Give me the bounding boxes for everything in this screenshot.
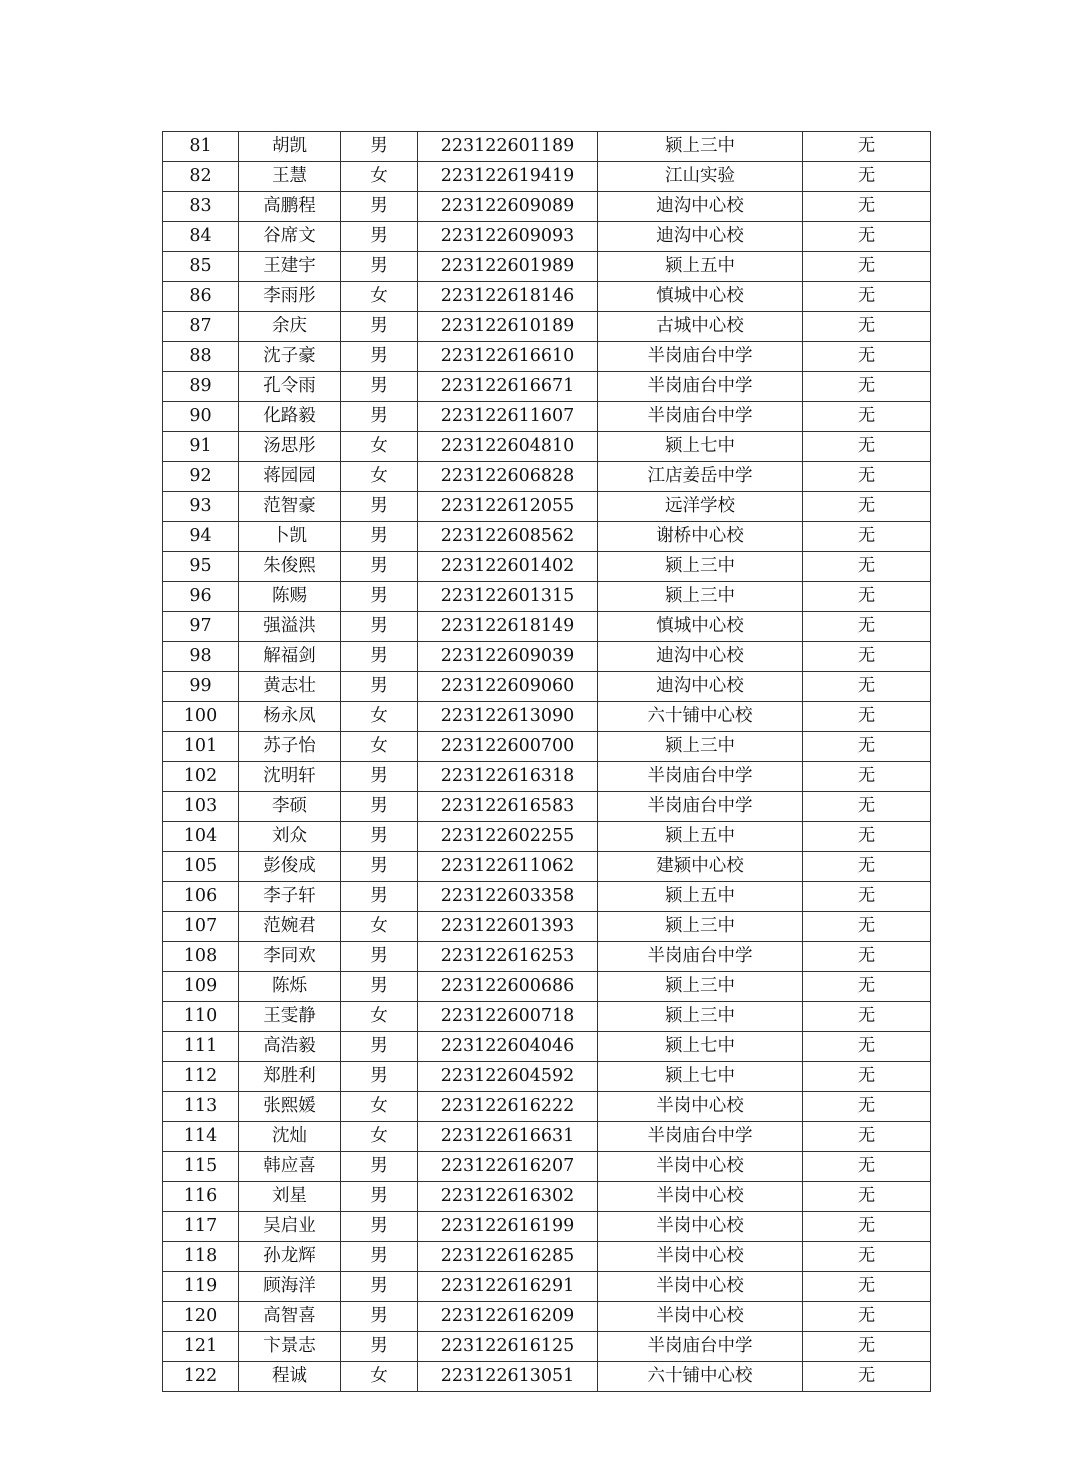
row-number-cell: 119 [163, 1272, 239, 1302]
student-name-cell: 孔令雨 [239, 372, 341, 402]
exam-id-cell: 223122600718 [418, 1002, 598, 1032]
student-name-cell: 孙龙辉 [239, 1242, 341, 1272]
school-cell: 半岗庙台中学 [598, 342, 803, 372]
exam-id-cell: 223122611607 [418, 402, 598, 432]
row-number-cell: 112 [163, 1062, 239, 1092]
exam-id-cell: 223122601989 [418, 252, 598, 282]
row-number-cell: 102 [163, 762, 239, 792]
table-row [163, 432, 931, 462]
row-number-cell: 113 [163, 1092, 239, 1122]
exam-id-cell: 223122616199 [418, 1212, 598, 1242]
row-number-cell: 92 [163, 462, 239, 492]
school-cell: 慎城中心校 [598, 612, 803, 642]
student-name-cell: 化路毅 [239, 402, 341, 432]
student-name-cell: 汤思彤 [239, 432, 341, 462]
table-row [163, 372, 931, 402]
exam-id-cell: 223122604046 [418, 1032, 598, 1062]
row-number-cell: 121 [163, 1332, 239, 1362]
student-name-cell: 李子轩 [239, 882, 341, 912]
row-number-cell: 81 [163, 132, 239, 162]
school-cell: 颍上三中 [598, 732, 803, 762]
note-cell: 无 [803, 1182, 931, 1212]
gender-cell: 男 [341, 1032, 418, 1062]
note-cell: 无 [803, 462, 931, 492]
exam-id-cell: 223122616253 [418, 942, 598, 972]
row-number-cell: 111 [163, 1032, 239, 1062]
gender-cell: 男 [341, 882, 418, 912]
student-name-cell: 范婉君 [239, 912, 341, 942]
table-row [163, 402, 931, 432]
note-cell: 无 [803, 1242, 931, 1272]
gender-cell: 男 [341, 372, 418, 402]
gender-cell: 女 [341, 1362, 418, 1392]
gender-cell: 女 [341, 1092, 418, 1122]
exam-id-cell: 223122601393 [418, 912, 598, 942]
exam-id-cell: 223122601189 [418, 132, 598, 162]
school-cell: 江山实验 [598, 162, 803, 192]
row-number-cell: 83 [163, 192, 239, 222]
student-name-cell: 张熙媛 [239, 1092, 341, 1122]
note-cell: 无 [803, 1272, 931, 1302]
exam-id-cell: 223122609093 [418, 222, 598, 252]
row-number-cell: 100 [163, 702, 239, 732]
note-cell: 无 [803, 222, 931, 252]
school-cell: 迪沟中心校 [598, 192, 803, 222]
school-cell: 半岗中心校 [598, 1152, 803, 1182]
gender-cell: 男 [341, 252, 418, 282]
note-cell: 无 [803, 1062, 931, 1092]
student-name-cell: 郑胜利 [239, 1062, 341, 1092]
exam-id-cell: 223122609060 [418, 672, 598, 702]
student-name-cell: 沈灿 [239, 1122, 341, 1152]
gender-cell: 女 [341, 702, 418, 732]
gender-cell: 女 [341, 432, 418, 462]
student-name-cell: 解福剑 [239, 642, 341, 672]
exam-id-cell: 223122616207 [418, 1152, 598, 1182]
student-name-cell: 蒋园园 [239, 462, 341, 492]
exam-id-cell: 223122616222 [418, 1092, 598, 1122]
student-name-cell: 卜凯 [239, 522, 341, 552]
table-row [163, 162, 931, 192]
row-number-cell: 90 [163, 402, 239, 432]
table-row [163, 1182, 931, 1212]
exam-id-cell: 223122609089 [418, 192, 598, 222]
school-cell: 迪沟中心校 [598, 672, 803, 702]
note-cell: 无 [803, 252, 931, 282]
table-row [163, 552, 931, 582]
exam-id-cell: 223122616583 [418, 792, 598, 822]
row-number-cell: 87 [163, 312, 239, 342]
school-cell: 谢桥中心校 [598, 522, 803, 552]
note-cell: 无 [803, 522, 931, 552]
school-cell: 半岗中心校 [598, 1242, 803, 1272]
student-name-cell: 沈明轩 [239, 762, 341, 792]
row-number-cell: 91 [163, 432, 239, 462]
gender-cell: 男 [341, 192, 418, 222]
student-name-cell: 苏子怡 [239, 732, 341, 762]
exam-id-cell: 223122616291 [418, 1272, 598, 1302]
student-name-cell: 彭俊成 [239, 852, 341, 882]
gender-cell: 女 [341, 462, 418, 492]
school-cell: 半岗中心校 [598, 1182, 803, 1212]
row-number-cell: 96 [163, 582, 239, 612]
gender-cell: 男 [341, 582, 418, 612]
school-cell: 颍上三中 [598, 1002, 803, 1032]
note-cell: 无 [803, 1002, 931, 1032]
gender-cell: 女 [341, 1002, 418, 1032]
note-cell: 无 [803, 1152, 931, 1182]
school-cell: 半岗中心校 [598, 1302, 803, 1332]
row-number-cell: 122 [163, 1362, 239, 1392]
student-name-cell: 谷席文 [239, 222, 341, 252]
exam-id-cell: 223122616209 [418, 1302, 598, 1332]
gender-cell: 女 [341, 732, 418, 762]
gender-cell: 女 [341, 1122, 418, 1152]
student-name-cell: 李硕 [239, 792, 341, 822]
school-cell: 半岗庙台中学 [598, 942, 803, 972]
table-row [163, 132, 931, 162]
student-name-cell: 刘星 [239, 1182, 341, 1212]
student-name-cell: 吴启业 [239, 1212, 341, 1242]
exam-id-cell: 223122611062 [418, 852, 598, 882]
row-number-cell: 118 [163, 1242, 239, 1272]
note-cell: 无 [803, 792, 931, 822]
school-cell: 颍上三中 [598, 972, 803, 1002]
note-cell: 无 [803, 1122, 931, 1152]
row-number-cell: 120 [163, 1302, 239, 1332]
table-row [163, 282, 931, 312]
school-cell: 颍上五中 [598, 822, 803, 852]
student-name-cell: 韩应喜 [239, 1152, 341, 1182]
gender-cell: 男 [341, 642, 418, 672]
table-row [163, 312, 931, 342]
school-cell: 颍上七中 [598, 432, 803, 462]
gender-cell: 男 [341, 612, 418, 642]
student-name-cell: 陈赐 [239, 582, 341, 612]
school-cell: 古城中心校 [598, 312, 803, 342]
student-roster-table [162, 131, 931, 1392]
gender-cell: 男 [341, 1242, 418, 1272]
student-name-cell: 王建宇 [239, 252, 341, 282]
note-cell: 无 [803, 132, 931, 162]
table-row [163, 1002, 931, 1032]
exam-id-cell: 223122612055 [418, 492, 598, 522]
note-cell: 无 [803, 582, 931, 612]
table-row [163, 222, 931, 252]
note-cell: 无 [803, 1362, 931, 1392]
table-row [163, 1152, 931, 1182]
note-cell: 无 [803, 432, 931, 462]
student-name-cell: 黄志壮 [239, 672, 341, 702]
note-cell: 无 [803, 1032, 931, 1062]
note-cell: 无 [803, 702, 931, 732]
gender-cell: 男 [341, 132, 418, 162]
note-cell: 无 [803, 492, 931, 522]
gender-cell: 男 [341, 792, 418, 822]
school-cell: 颍上五中 [598, 882, 803, 912]
school-cell: 半岗庙台中学 [598, 792, 803, 822]
table-row [163, 1332, 931, 1362]
note-cell: 无 [803, 372, 931, 402]
student-name-cell: 李雨彤 [239, 282, 341, 312]
row-number-cell: 99 [163, 672, 239, 702]
school-cell: 江店姜岳中学 [598, 462, 803, 492]
student-name-cell: 沈子豪 [239, 342, 341, 372]
row-number-cell: 94 [163, 522, 239, 552]
row-number-cell: 106 [163, 882, 239, 912]
table-row [163, 1062, 931, 1092]
note-cell: 无 [803, 942, 931, 972]
gender-cell: 男 [341, 672, 418, 702]
table-row [163, 762, 931, 792]
note-cell: 无 [803, 642, 931, 672]
exam-id-cell: 223122616125 [418, 1332, 598, 1362]
exam-id-cell: 223122616631 [418, 1122, 598, 1152]
exam-id-cell: 223122610189 [418, 312, 598, 342]
row-number-cell: 109 [163, 972, 239, 1002]
gender-cell: 男 [341, 312, 418, 342]
gender-cell: 男 [341, 1212, 418, 1242]
row-number-cell: 110 [163, 1002, 239, 1032]
row-number-cell: 105 [163, 852, 239, 882]
exam-id-cell: 223122616318 [418, 762, 598, 792]
exam-id-cell: 223122618146 [418, 282, 598, 312]
student-name-cell: 高浩毅 [239, 1032, 341, 1062]
school-cell: 半岗中心校 [598, 1212, 803, 1242]
table-row [163, 1272, 931, 1302]
student-name-cell: 程诚 [239, 1362, 341, 1392]
row-number-cell: 108 [163, 942, 239, 972]
exam-id-cell: 223122604592 [418, 1062, 598, 1092]
note-cell: 无 [803, 882, 931, 912]
exam-id-cell: 223122616285 [418, 1242, 598, 1272]
row-number-cell: 114 [163, 1122, 239, 1152]
note-cell: 无 [803, 822, 931, 852]
table-row [163, 672, 931, 702]
row-number-cell: 86 [163, 282, 239, 312]
table-row [163, 192, 931, 222]
note-cell: 无 [803, 972, 931, 1002]
school-cell: 半岗庙台中学 [598, 762, 803, 792]
row-number-cell: 85 [163, 252, 239, 282]
student-name-cell: 王雯静 [239, 1002, 341, 1032]
student-name-cell: 王慧 [239, 162, 341, 192]
school-cell: 半岗庙台中学 [598, 402, 803, 432]
table-row [163, 912, 931, 942]
student-name-cell: 陈烁 [239, 972, 341, 1002]
row-number-cell: 82 [163, 162, 239, 192]
gender-cell: 女 [341, 162, 418, 192]
school-cell: 半岗庙台中学 [598, 1332, 803, 1362]
student-name-cell: 刘众 [239, 822, 341, 852]
row-number-cell: 84 [163, 222, 239, 252]
table-row [163, 1092, 931, 1122]
note-cell: 无 [803, 1332, 931, 1362]
exam-id-cell: 223122600686 [418, 972, 598, 1002]
exam-id-cell: 223122600700 [418, 732, 598, 762]
student-name-cell: 范智豪 [239, 492, 341, 522]
table-row [163, 342, 931, 372]
student-name-cell: 胡凯 [239, 132, 341, 162]
gender-cell: 男 [341, 222, 418, 252]
student-name-cell: 高智喜 [239, 1302, 341, 1332]
gender-cell: 男 [341, 552, 418, 582]
table-row [163, 822, 931, 852]
gender-cell: 男 [341, 492, 418, 522]
school-cell: 颍上三中 [598, 582, 803, 612]
note-cell: 无 [803, 402, 931, 432]
roster-body [163, 132, 931, 1392]
table-row [163, 852, 931, 882]
table-row [163, 522, 931, 552]
school-cell: 颍上三中 [598, 912, 803, 942]
row-number-cell: 101 [163, 732, 239, 762]
gender-cell: 男 [341, 522, 418, 552]
table-row [163, 252, 931, 282]
school-cell: 颍上三中 [598, 552, 803, 582]
row-number-cell: 107 [163, 912, 239, 942]
row-number-cell: 117 [163, 1212, 239, 1242]
note-cell: 无 [803, 342, 931, 372]
note-cell: 无 [803, 732, 931, 762]
table-row [163, 732, 931, 762]
gender-cell: 女 [341, 912, 418, 942]
row-number-cell: 89 [163, 372, 239, 402]
school-cell: 六十铺中心校 [598, 1362, 803, 1392]
student-name-cell: 余庆 [239, 312, 341, 342]
row-number-cell: 88 [163, 342, 239, 372]
exam-id-cell: 223122613090 [418, 702, 598, 732]
school-cell: 半岗庙台中学 [598, 372, 803, 402]
exam-id-cell: 223122616610 [418, 342, 598, 372]
exam-id-cell: 223122616302 [418, 1182, 598, 1212]
row-number-cell: 93 [163, 492, 239, 522]
student-name-cell: 杨永凤 [239, 702, 341, 732]
school-cell: 慎城中心校 [598, 282, 803, 312]
exam-id-cell: 223122609039 [418, 642, 598, 672]
gender-cell: 男 [341, 762, 418, 792]
note-cell: 无 [803, 312, 931, 342]
table-row [163, 462, 931, 492]
gender-cell: 男 [341, 342, 418, 372]
row-number-cell: 95 [163, 552, 239, 582]
table-row [163, 792, 931, 822]
exam-id-cell: 223122616671 [418, 372, 598, 402]
gender-cell: 男 [341, 972, 418, 1002]
gender-cell: 男 [341, 1062, 418, 1092]
exam-id-cell: 223122601402 [418, 552, 598, 582]
table-row [163, 702, 931, 732]
table-row [163, 942, 931, 972]
note-cell: 无 [803, 162, 931, 192]
row-number-cell: 98 [163, 642, 239, 672]
note-cell: 无 [803, 282, 931, 312]
gender-cell: 男 [341, 942, 418, 972]
exam-id-cell: 223122606828 [418, 462, 598, 492]
table-row [163, 1242, 931, 1272]
note-cell: 无 [803, 762, 931, 792]
exam-id-cell: 223122602255 [418, 822, 598, 852]
note-cell: 无 [803, 852, 931, 882]
note-cell: 无 [803, 1092, 931, 1122]
student-name-cell: 顾海洋 [239, 1272, 341, 1302]
school-cell: 半岗中心校 [598, 1272, 803, 1302]
school-cell: 迪沟中心校 [598, 642, 803, 672]
school-cell: 迪沟中心校 [598, 222, 803, 252]
note-cell: 无 [803, 612, 931, 642]
table-row [163, 972, 931, 1002]
school-cell: 颍上七中 [598, 1062, 803, 1092]
exam-id-cell: 223122619419 [418, 162, 598, 192]
note-cell: 无 [803, 192, 931, 222]
row-number-cell: 103 [163, 792, 239, 822]
table-row [163, 492, 931, 522]
exam-id-cell: 223122618149 [418, 612, 598, 642]
note-cell: 无 [803, 1212, 931, 1242]
gender-cell: 男 [341, 402, 418, 432]
school-cell: 六十铺中心校 [598, 702, 803, 732]
student-name-cell: 高鹏程 [239, 192, 341, 222]
note-cell: 无 [803, 672, 931, 702]
row-number-cell: 104 [163, 822, 239, 852]
student-name-cell: 朱俊熙 [239, 552, 341, 582]
exam-id-cell: 223122601315 [418, 582, 598, 612]
table-row [163, 1032, 931, 1062]
gender-cell: 男 [341, 1182, 418, 1212]
gender-cell: 男 [341, 822, 418, 852]
gender-cell: 男 [341, 1302, 418, 1332]
student-name-cell: 强溢洪 [239, 612, 341, 642]
table-row [163, 1362, 931, 1392]
note-cell: 无 [803, 1302, 931, 1332]
school-cell: 颍上五中 [598, 252, 803, 282]
exam-id-cell: 223122613051 [418, 1362, 598, 1392]
student-name-cell: 卞景志 [239, 1332, 341, 1362]
student-name-cell: 李同欢 [239, 942, 341, 972]
school-cell: 半岗庙台中学 [598, 1122, 803, 1152]
table-row [163, 1122, 931, 1152]
exam-id-cell: 223122604810 [418, 432, 598, 462]
table-row [163, 642, 931, 672]
row-number-cell: 97 [163, 612, 239, 642]
school-cell: 远洋学校 [598, 492, 803, 522]
school-cell: 颍上三中 [598, 132, 803, 162]
gender-cell: 男 [341, 1332, 418, 1362]
gender-cell: 男 [341, 1272, 418, 1302]
school-cell: 建颍中心校 [598, 852, 803, 882]
table-row [163, 582, 931, 612]
gender-cell: 女 [341, 282, 418, 312]
exam-id-cell: 223122608562 [418, 522, 598, 552]
note-cell: 无 [803, 912, 931, 942]
note-cell: 无 [803, 552, 931, 582]
table-row [163, 1302, 931, 1332]
gender-cell: 男 [341, 1152, 418, 1182]
table-row [163, 882, 931, 912]
gender-cell: 男 [341, 852, 418, 882]
school-cell: 颍上七中 [598, 1032, 803, 1062]
row-number-cell: 116 [163, 1182, 239, 1212]
exam-id-cell: 223122603358 [418, 882, 598, 912]
row-number-cell: 115 [163, 1152, 239, 1182]
table-row [163, 612, 931, 642]
school-cell: 半岗中心校 [598, 1092, 803, 1122]
table-row [163, 1212, 931, 1242]
